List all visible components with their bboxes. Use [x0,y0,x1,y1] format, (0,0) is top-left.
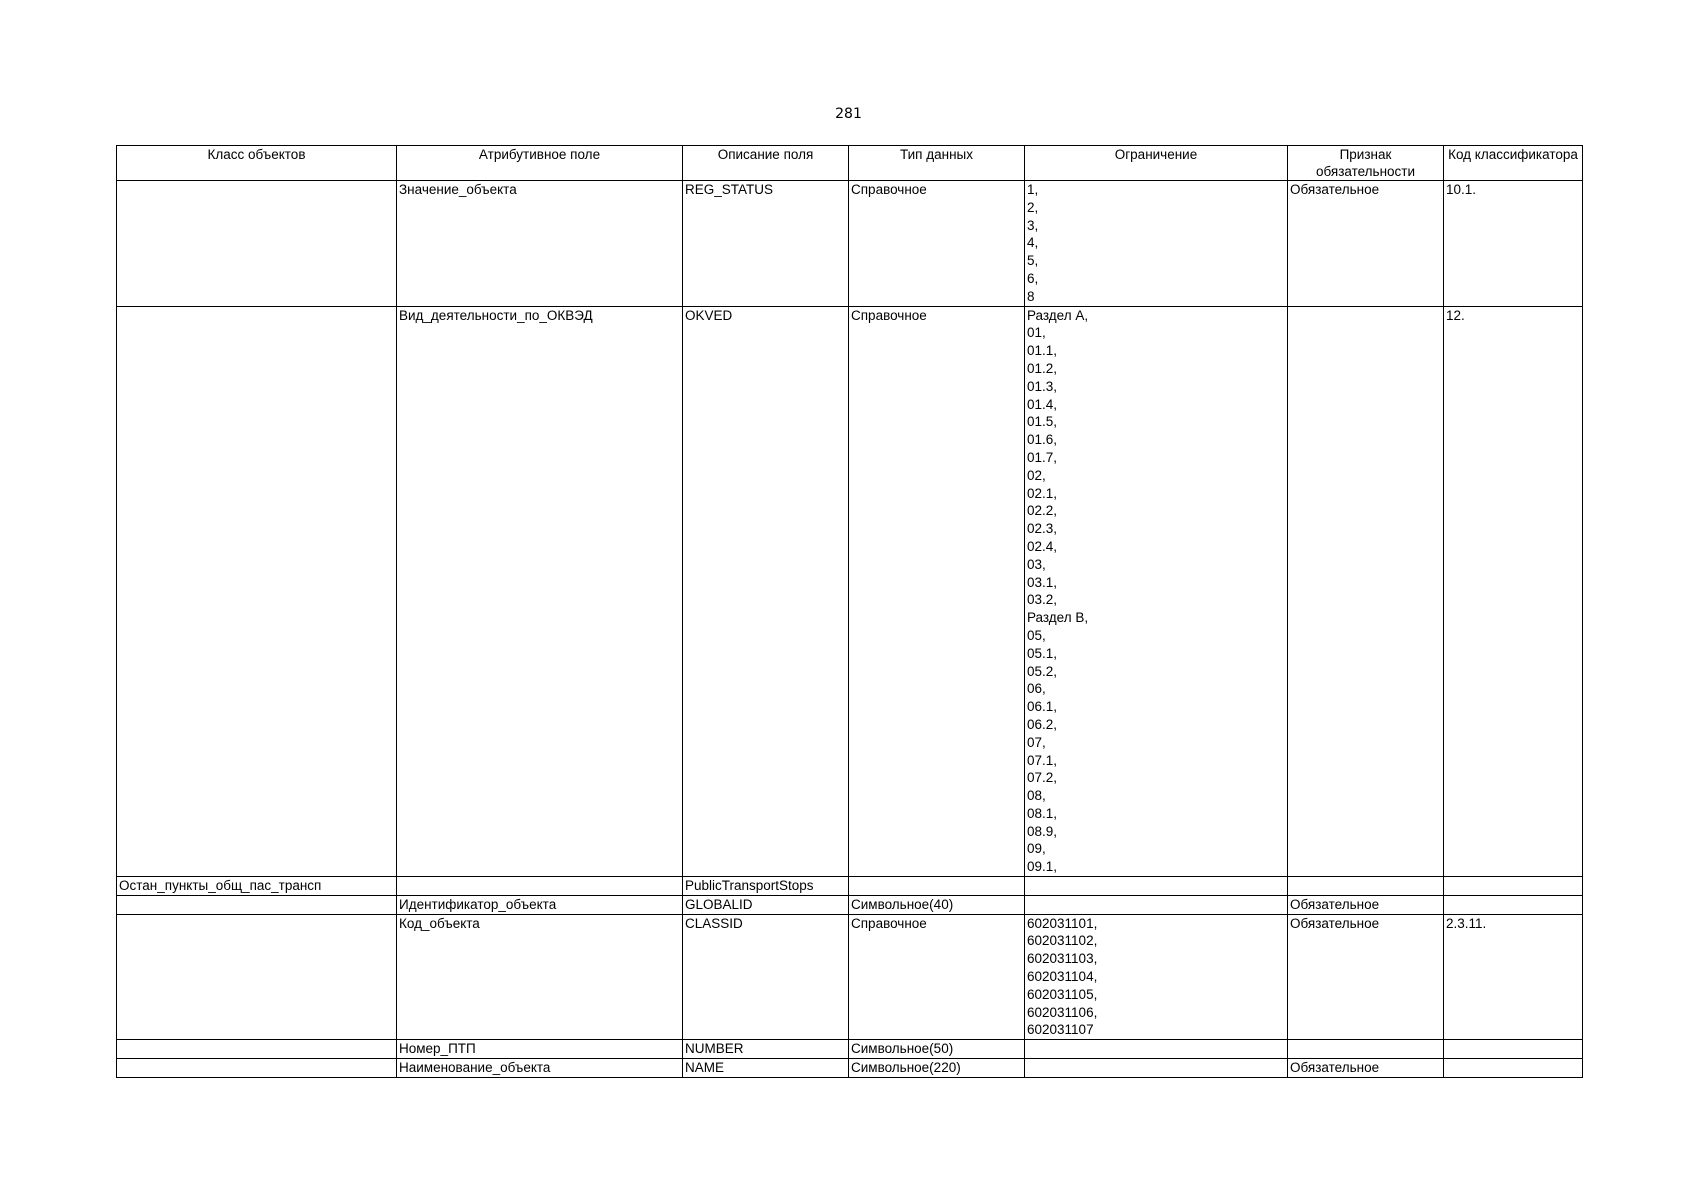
cell-code [1444,1040,1583,1059]
cell-attribute: Номер_ПТП [397,1040,683,1059]
table-header-row [117,146,1583,181]
cell-description: NAME [683,1059,849,1078]
cell-class [117,181,397,307]
cell-class: Остан_пункты_общ_пас_трансп [117,877,397,896]
cell-class [117,914,397,1040]
cell-constraint [1025,895,1288,914]
table-row [117,1040,1583,1059]
cell-code: 10.1. [1444,181,1583,307]
cell-class [117,306,397,877]
cell-code [1444,877,1583,896]
cell-type: Справочное [849,181,1025,307]
cell-description: NUMBER [683,1040,849,1059]
cell-attribute: Наименование_объекта [397,1059,683,1078]
header-required: Признак обязательности [1288,146,1444,181]
cell-class [117,895,397,914]
table-row [117,181,1583,307]
cell-description: OKVED [683,306,849,877]
cell-required [1288,1040,1444,1059]
table-row [117,914,1583,1040]
cell-description: REG_STATUS [683,181,849,307]
header-description: Описание поля [683,146,849,181]
cell-class [117,1059,397,1078]
cell-type: Справочное [849,914,1025,1040]
cell-attribute: Вид_деятельности_по_ОКВЭД [397,306,683,877]
cell-constraint: Раздел А, 01, 01.1, 01.2, 01.3, 01.4, 01.5, 01.6, 01.7, 02, 02.1, 02.2, 02.3, 02.4, 03, 03.1, 03.2, Раздел B, 05, 05.1, 05.2, 06, 06.1, 06.2, 07, 07.1, 07.2, 08, 08.1, 08.9, 09, 09.1, [1025,306,1288,877]
header-type: Тип данных [849,146,1025,181]
table-row [117,895,1583,914]
table-row [117,306,1583,877]
cell-attribute [397,877,683,896]
cell-constraint [1025,1040,1288,1059]
cell-attribute: Код_объекта [397,914,683,1040]
cell-code [1444,1059,1583,1078]
cell-description: CLASSID [683,914,849,1040]
cell-constraint: 602031101, 602031102, 602031103, 602031104, 602031105, 602031106, 602031107 [1025,914,1288,1040]
cell-required: Обязательное [1288,181,1444,307]
cell-description: PublicTransportStops [683,877,849,896]
cell-class [117,1040,397,1059]
header-constraint: Ограничение [1025,146,1288,181]
cell-required [1288,877,1444,896]
attribute-table [116,145,1583,1078]
header-class: Класс объектов [117,146,397,181]
cell-constraint [1025,1059,1288,1078]
cell-required: Обязательное [1288,914,1444,1040]
table-row [117,1059,1583,1078]
cell-type: Символьное(40) [849,895,1025,914]
cell-type [849,877,1025,896]
cell-attribute: Значение_объекта [397,181,683,307]
cell-type: Символьное(220) [849,1059,1025,1078]
cell-code: 2.3.11. [1444,914,1583,1040]
cell-code [1444,895,1583,914]
cell-type: Справочное [849,306,1025,877]
cell-description: GLOBALID [683,895,849,914]
cell-type: Символьное(50) [849,1040,1025,1059]
cell-attribute: Идентификатор_объекта [397,895,683,914]
cell-required [1288,306,1444,877]
cell-required: Обязательное [1288,895,1444,914]
page-number: 281 [835,106,862,122]
header-attribute: Атрибутивное поле [397,146,683,181]
cell-constraint: 1, 2, 3, 4, 5, 6, 8 [1025,181,1288,307]
cell-required: Обязательное [1288,1059,1444,1078]
table-row [117,877,1583,896]
cell-code: 12. [1444,306,1583,877]
cell-constraint [1025,877,1288,896]
header-code: Код классификатора [1444,146,1583,181]
